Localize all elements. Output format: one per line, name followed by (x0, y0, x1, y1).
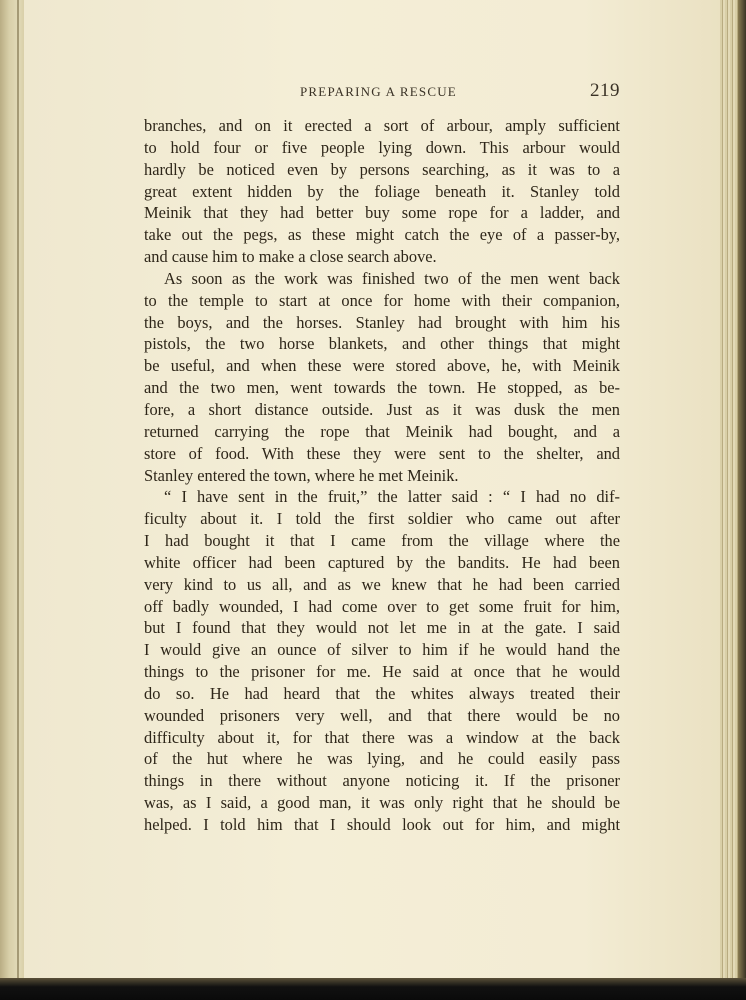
text-line: of the hut where he was lying, and he could easily pass (144, 749, 620, 769)
text-line: things to the prisoner for me. He said at once that he would (144, 662, 620, 682)
text-line: the boys, and the horses. Stanley had brought with him his (144, 312, 620, 332)
text-line: “ I have sent in the fruit,” the latter said : “ I had no dif- (164, 487, 620, 507)
body-text (144, 115, 620, 836)
text-line: white officer had been captured by the bandits. He had been (144, 552, 620, 572)
text-line: very kind to us all, and as we knew that he had been carried (144, 574, 620, 594)
left-page-edge (0, 0, 26, 985)
text-line: and cause him to make a close search above. (144, 247, 437, 267)
text-line: returned carrying the rope that Meinik had bought, and a (144, 421, 620, 441)
text-line: helped. I told him that I should look out for him, and might (144, 815, 620, 834)
text-line: I had bought it that I came from the village where the (144, 531, 620, 551)
text-line: difficulty about it, for that there was a window at the back (144, 727, 620, 747)
text-line: hardly be noticed even by persons searching, as it was to a (144, 159, 620, 179)
text-line: off badly wounded, I had come over to get some fruit for him, (144, 596, 620, 616)
right-edge-shadow (738, 0, 746, 985)
running-head: PREPARING A RESCUE (300, 84, 457, 99)
text-line: to hold four or five people lying down. This arbour would (144, 137, 620, 157)
text-line: great extent hidden by the foliage beneath it. Stanley told (144, 181, 620, 201)
text-line: fore, a short distance outside. Just as it was dusk the men (144, 399, 620, 419)
text-line: Stanley entered the town, where he met Meinik. (144, 465, 459, 485)
text-line: ficulty about it. I told the first soldier who came out after (144, 509, 620, 529)
text-line: do so. He had heard that the whites always treated their (144, 683, 620, 703)
page-number: 219 (590, 80, 620, 101)
text-line: was, as I said, a good man, it was only right that he should be (144, 793, 620, 813)
text-line: As soon as the work was finished two of the men went back (164, 268, 620, 288)
text-line: wounded prisoners very well, and that there would be no (144, 705, 620, 725)
text-line: be useful, and when these were stored above, he, with Meinik (144, 356, 620, 376)
bottom-edge-shadow (0, 978, 746, 1000)
text-line: things in there without anyone noticing it. If the prisoner (144, 771, 620, 791)
text-line: Meinik that they had better buy some rope for a ladder, and (144, 203, 620, 223)
text-line: and the two men, went towards the town. He stopped, as be- (144, 378, 620, 398)
page-header (140, 80, 620, 104)
text-line: I would give an ounce of silver to him if he would hand the (144, 640, 620, 660)
text-line: to the temple to start at once for home with their companion, (144, 290, 620, 310)
text-line: branches, and on it erected a sort of arbour, amply sufficient (144, 116, 620, 135)
text-line: take out the pegs, as these might catch the eye of a passer-by, (144, 225, 620, 245)
text-line: but I found that they would not let me in at the gate. I said (144, 618, 620, 638)
binding-gutter (17, 0, 19, 985)
text-line: pistols, the two horse blankets, and other things that might (144, 334, 620, 354)
text-line: store of food. With these they were sent to the shelter, and (144, 443, 620, 463)
